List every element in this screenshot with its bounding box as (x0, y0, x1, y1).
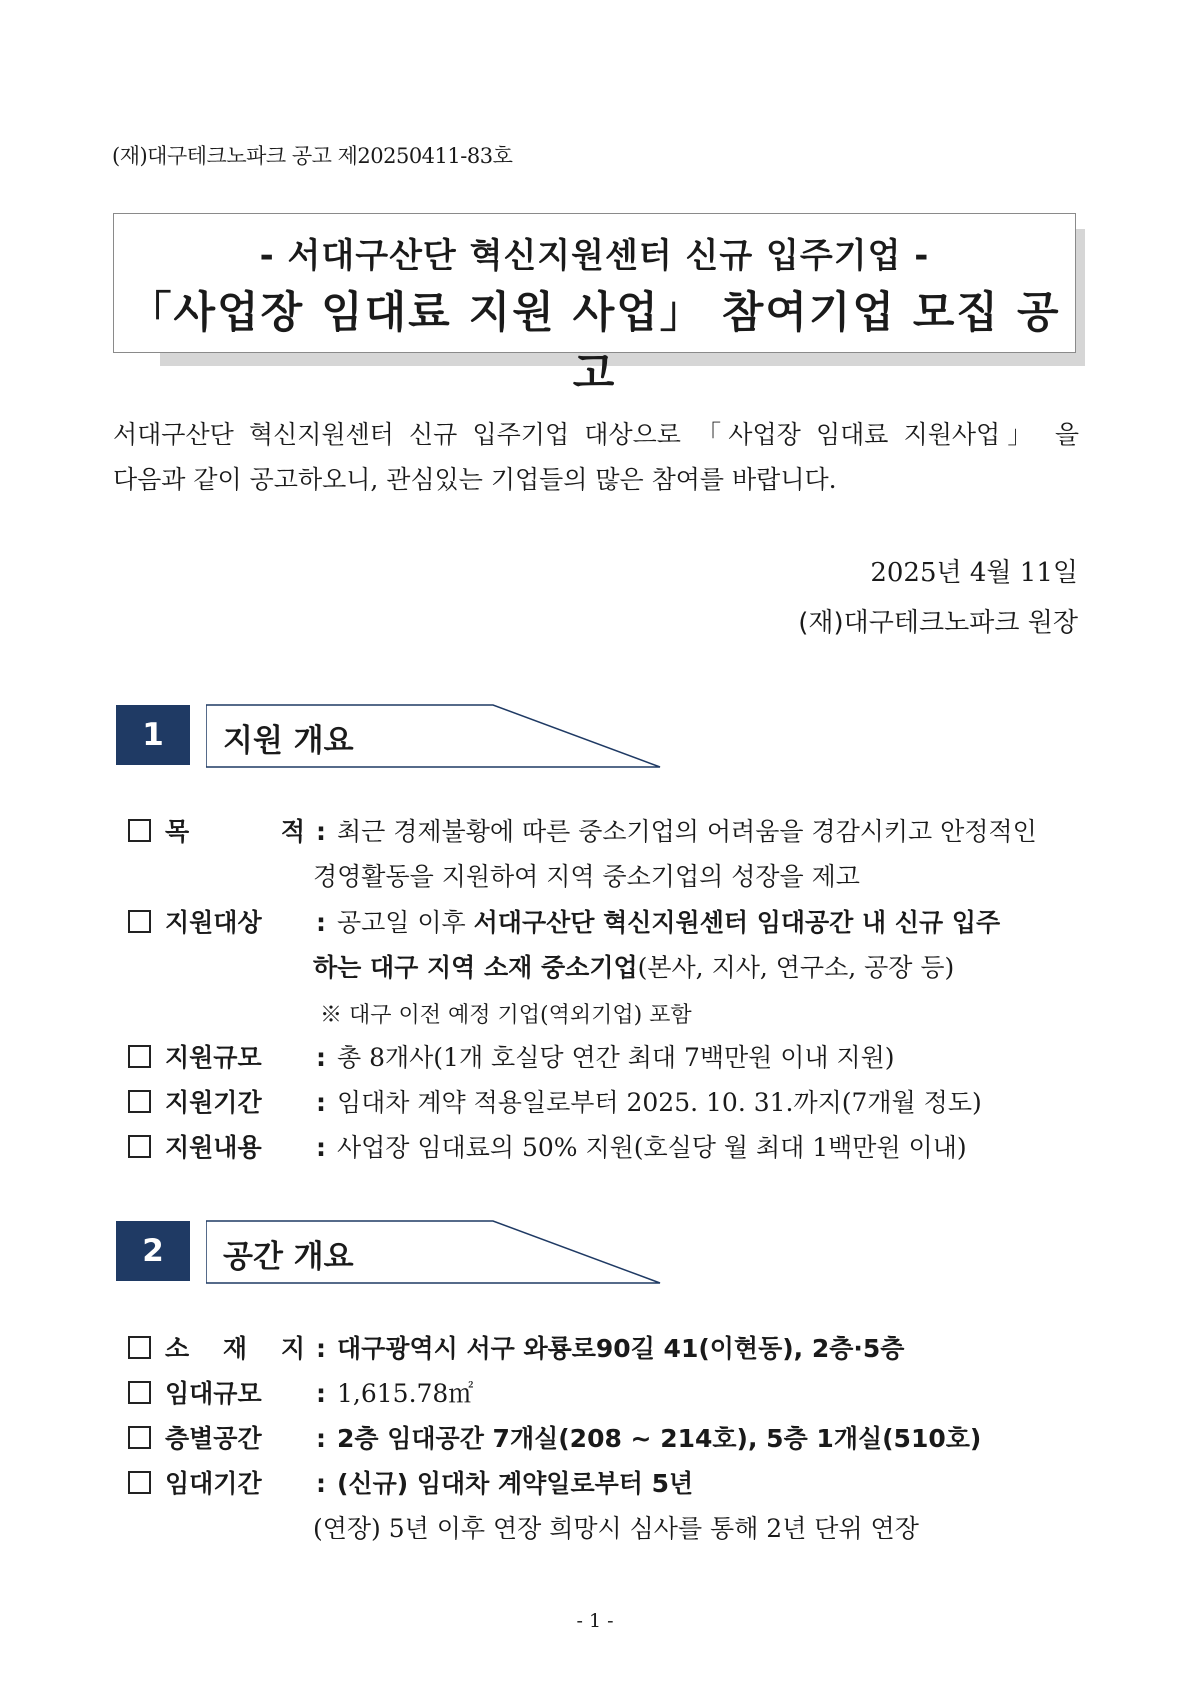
rent-period-row: 임대기간 : (신규) 임대차 계약일로부터 5년 (128, 1464, 693, 1504)
intro-line-2: 다음과 같이 공고하오니, 관심있는 기업들의 많은 참여를 바랍니다. (113, 465, 837, 494)
checkbox-icon (128, 1336, 151, 1359)
section-1-title: 지원 개요 (223, 723, 354, 759)
checkbox-icon (128, 1045, 151, 1068)
checkbox-icon (128, 910, 151, 933)
title-line-2: 「사업장 임대료 지원 사업」 참여기업 모집 공고 (128, 288, 1061, 399)
purpose-text-1: 최근 경제불황에 따른 중소기업의 어려움을 경감시키고 안정적인 (337, 817, 1037, 846)
checkbox-icon (128, 1090, 151, 1113)
intro-line-1: 서대구산단 혁신지원센터 신규 입주기업 대상으로 「사업장 임대료 지원사업」 을 (113, 420, 1079, 449)
notice-number: (재)대구테크노파크 공고 제20250411-83호 (112, 144, 513, 168)
checkbox-icon (128, 1426, 151, 1449)
checkbox-icon (128, 1135, 151, 1158)
page-number: - 1 - (576, 1610, 614, 1632)
location-row: 소 재 지 : 대구광역시 서구 와룡로90길 41(이현동), 2층·5층 (128, 1329, 904, 1369)
section-2-title: 공간 개요 (223, 1239, 354, 1275)
scale-row: 지원규모 : 총 8개사(1개 호실당 연간 최대 7백만원 이내 지원) (128, 1038, 895, 1078)
checkbox-icon (128, 819, 151, 842)
content-row: 지원내용 : 사업장 임대료의 50% 지원(호실당 월 최대 1백만원 이내) (128, 1128, 967, 1168)
title-box (113, 213, 1076, 399)
location-value: 대구광역시 서구 와룡로90길 41(이현동), 2층·5층 (337, 1334, 905, 1363)
checkbox-icon (128, 1471, 151, 1494)
target-line-2: 하는 대구 지역 소재 중소기업(본사, 지사, 연구소, 공장 등) (313, 953, 955, 982)
location-label: 소 재 지 (165, 1334, 305, 1363)
floor-space-value: 2층 임대공간 7개실(208 ~ 214호), 5층 1개실(510호) (337, 1424, 982, 1453)
floor-space-row: 층별공간 : 2층 임대공간 7개실(208 ~ 214호), 5층 1개실(510호) (128, 1419, 981, 1459)
scale-value: 총 8개사(1개 호실당 연간 최대 7백만원 이내 지원) (337, 1043, 895, 1072)
rent-scale-value: 1,615.78㎡ (337, 1379, 474, 1408)
target-note: ※ 대구 이전 예정 기업(역외기업) 포함 (320, 1003, 692, 1028)
target-row: 지원대상 : 공고일 이후 서대구산단 혁신지원센터 임대공간 내 신규 입주 (128, 903, 1000, 943)
rent-scale-row: 임대규모 : 1,615.78㎡ (128, 1374, 473, 1414)
rent-period-value: (신규) 임대차 계약일로부터 5년 (337, 1469, 694, 1498)
purpose-row: 목 적 : 최근 경제불황에 따른 중소기업의 어려움을 경감시키고 안정적인 (128, 812, 1037, 852)
section-2-number: 2 (116, 1221, 190, 1281)
title-line-1: - 서대구산단 혁신지원센터 신규 입주기업 - (259, 236, 930, 276)
period-value: 임대차 계약 적용일로부터 2025. 10. 31.까지(7개월 정도) (337, 1088, 982, 1117)
rent-period-extension: (연장) 5년 이후 연장 희망시 심사를 통해 2년 단위 연장 (313, 1514, 919, 1543)
period-row: 지원기간 : 임대차 계약 적용일로부터 2025. 10. 31.까지(7개월 정도) (128, 1083, 982, 1123)
target-text-bold: 서대구산단 혁신지원센터 임대공간 내 신규 입주 (473, 908, 1001, 937)
checkbox-icon (128, 1381, 151, 1404)
purpose-text-2: 경영활동을 지원하여 지역 중소기업의 성장을 제고 (313, 862, 860, 891)
target-text-plain: 공고일 이후 (337, 908, 474, 937)
section-1-number: 1 (116, 705, 190, 765)
notice-date: 2025년 4월 11일 (870, 558, 1078, 588)
purpose-label: 목 적 (165, 817, 305, 846)
issuer: (재)대구테크노파크 원장 (798, 608, 1078, 638)
content-value: 사업장 임대료의 50% 지원(호실당 월 최대 1백만원 이내) (337, 1133, 967, 1162)
target-label: 지원대상 (165, 908, 262, 937)
